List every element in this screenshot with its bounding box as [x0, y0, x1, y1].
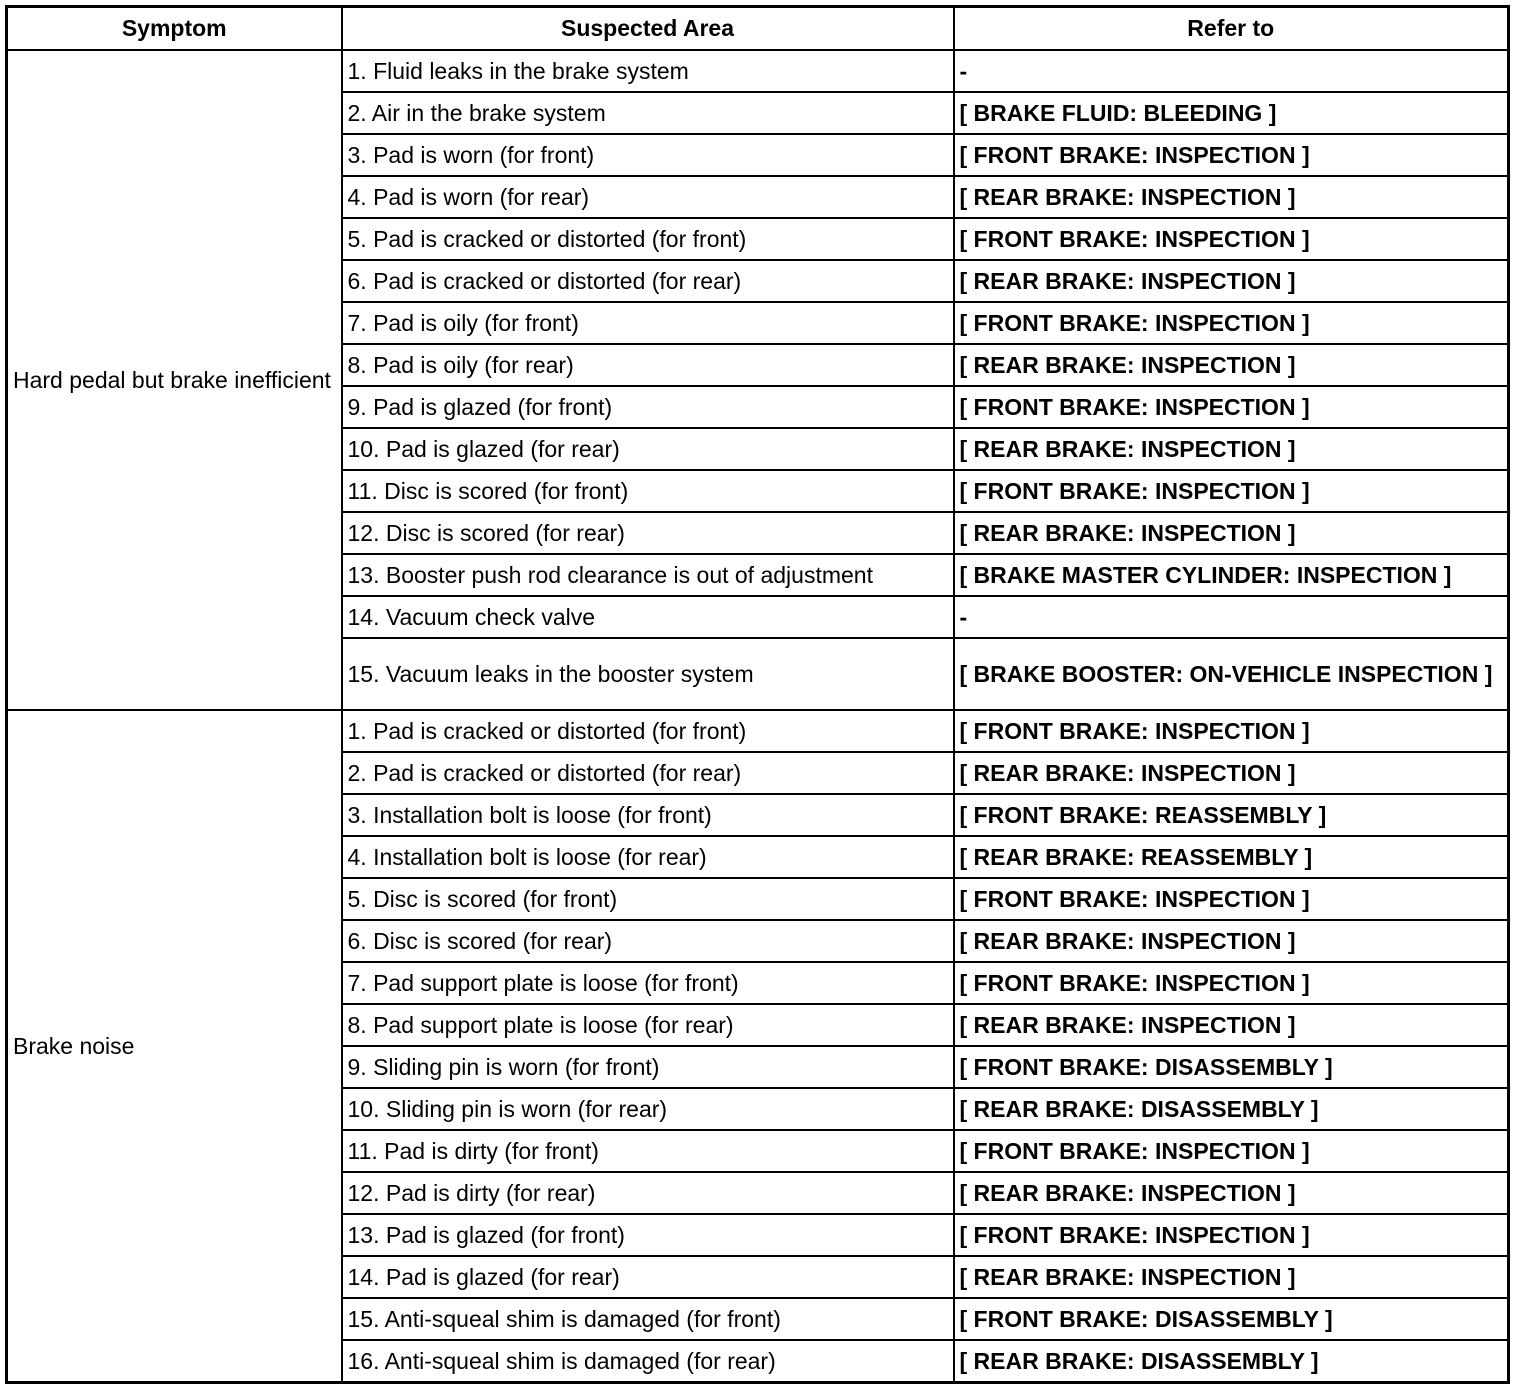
suspected-area-cell: 1. Pad is cracked or distorted (for front): [342, 710, 954, 752]
table-body: [7, 50, 1509, 1383]
suspected-area-cell: 7. Pad support plate is loose (for front): [342, 962, 954, 1004]
suspected-area-cell: 2. Pad is cracked or distorted (for rear): [342, 752, 954, 794]
suspected-area-cell: 14. Pad is glazed (for rear): [342, 1256, 954, 1298]
refer-to-cell: [ REAR BRAKE: DISASSEMBLY ]: [954, 1088, 1509, 1130]
refer-to-cell: [ FRONT BRAKE: INSPECTION ]: [954, 710, 1509, 752]
refer-to-cell: [ REAR BRAKE: INSPECTION ]: [954, 752, 1509, 794]
suspected-area-cell: 11. Disc is scored (for front): [342, 470, 954, 512]
refer-to-cell: [ REAR BRAKE: INSPECTION ]: [954, 512, 1509, 554]
suspected-area-cell: 1. Fluid leaks in the brake system: [342, 50, 954, 92]
refer-to-cell: [ REAR BRAKE: DISASSEMBLY ]: [954, 1340, 1509, 1383]
suspected-area-cell: 15. Anti-squeal shim is damaged (for front): [342, 1298, 954, 1340]
header-refer-to: Refer to: [954, 7, 1509, 51]
refer-to-cell: [ REAR BRAKE: INSPECTION ]: [954, 1004, 1509, 1046]
suspected-area-cell: 10. Sliding pin is worn (for rear): [342, 1088, 954, 1130]
suspected-area-cell: 9. Sliding pin is worn (for front): [342, 1046, 954, 1088]
suspected-area-cell: 8. Pad is oily (for rear): [342, 344, 954, 386]
refer-to-cell: [ FRONT BRAKE: INSPECTION ]: [954, 134, 1509, 176]
suspected-area-cell: 4. Installation bolt is loose (for rear): [342, 836, 954, 878]
suspected-area-cell: 16. Anti-squeal shim is damaged (for rear): [342, 1340, 954, 1383]
refer-to-cell: [ REAR BRAKE: INSPECTION ]: [954, 344, 1509, 386]
header-symptom: Symptom: [7, 7, 342, 51]
suspected-area-cell: 9. Pad is glazed (for front): [342, 386, 954, 428]
suspected-area-cell: 3. Pad is worn (for front): [342, 134, 954, 176]
refer-to-cell: [ REAR BRAKE: INSPECTION ]: [954, 428, 1509, 470]
refer-to-cell: [ FRONT BRAKE: INSPECTION ]: [954, 302, 1509, 344]
suspected-area-cell: 6. Disc is scored (for rear): [342, 920, 954, 962]
suspected-area-cell: 13. Pad is glazed (for front): [342, 1214, 954, 1256]
refer-to-cell: [ FRONT BRAKE: INSPECTION ]: [954, 386, 1509, 428]
refer-to-cell: [ REAR BRAKE: INSPECTION ]: [954, 920, 1509, 962]
symptom-cell: Brake noise: [7, 710, 342, 1383]
suspected-area-cell: 7. Pad is oily (for front): [342, 302, 954, 344]
refer-to-cell: [ FRONT BRAKE: INSPECTION ]: [954, 1214, 1509, 1256]
refer-to-cell: [ BRAKE BOOSTER: ON-VEHICLE INSPECTION ]: [954, 638, 1509, 710]
suspected-area-cell: 5. Disc is scored (for front): [342, 878, 954, 920]
suspected-area-cell: 2. Air in the brake system: [342, 92, 954, 134]
refer-to-cell: [ FRONT BRAKE: INSPECTION ]: [954, 218, 1509, 260]
refer-to-cell: [ REAR BRAKE: INSPECTION ]: [954, 176, 1509, 218]
troubleshooting-table: [5, 5, 1510, 1384]
refer-to-cell: [ REAR BRAKE: INSPECTION ]: [954, 1256, 1509, 1298]
suspected-area-cell: 5. Pad is cracked or distorted (for front): [342, 218, 954, 260]
refer-to-cell: [ REAR BRAKE: INSPECTION ]: [954, 1172, 1509, 1214]
refer-to-cell: [ FRONT BRAKE: DISASSEMBLY ]: [954, 1046, 1509, 1088]
refer-to-cell: -: [954, 596, 1509, 638]
suspected-area-cell: 8. Pad support plate is loose (for rear): [342, 1004, 954, 1046]
refer-to-cell: [ FRONT BRAKE: INSPECTION ]: [954, 962, 1509, 1004]
suspected-area-cell: 11. Pad is dirty (for front): [342, 1130, 954, 1172]
symptom-cell: Hard pedal but brake inefficient: [7, 50, 342, 710]
suspected-area-cell: 10. Pad is glazed (for rear): [342, 428, 954, 470]
header-row: [7, 7, 1509, 51]
table-row: [7, 710, 1509, 752]
header-suspected-area: Suspected Area: [342, 7, 954, 51]
suspected-area-cell: 13. Booster push rod clearance is out of adjustment: [342, 554, 954, 596]
suspected-area-cell: 6. Pad is cracked or distorted (for rear): [342, 260, 954, 302]
suspected-area-cell: 14. Vacuum check valve: [342, 596, 954, 638]
suspected-area-cell: 15. Vacuum leaks in the booster system: [342, 638, 954, 710]
refer-to-cell: [ FRONT BRAKE: INSPECTION ]: [954, 878, 1509, 920]
refer-to-cell: -: [954, 50, 1509, 92]
suspected-area-cell: 12. Disc is scored (for rear): [342, 512, 954, 554]
refer-to-cell: [ FRONT BRAKE: INSPECTION ]: [954, 470, 1509, 512]
table-row: [7, 50, 1509, 92]
refer-to-cell: [ REAR BRAKE: REASSEMBLY ]: [954, 836, 1509, 878]
suspected-area-cell: 3. Installation bolt is loose (for front): [342, 794, 954, 836]
suspected-area-cell: 4. Pad is worn (for rear): [342, 176, 954, 218]
refer-to-cell: [ FRONT BRAKE: REASSEMBLY ]: [954, 794, 1509, 836]
refer-to-cell: [ BRAKE MASTER CYLINDER: INSPECTION ]: [954, 554, 1509, 596]
refer-to-cell: [ BRAKE FLUID: BLEEDING ]: [954, 92, 1509, 134]
refer-to-cell: [ FRONT BRAKE: DISASSEMBLY ]: [954, 1298, 1509, 1340]
suspected-area-cell: 12. Pad is dirty (for rear): [342, 1172, 954, 1214]
refer-to-cell: [ REAR BRAKE: INSPECTION ]: [954, 260, 1509, 302]
refer-to-cell: [ FRONT BRAKE: INSPECTION ]: [954, 1130, 1509, 1172]
